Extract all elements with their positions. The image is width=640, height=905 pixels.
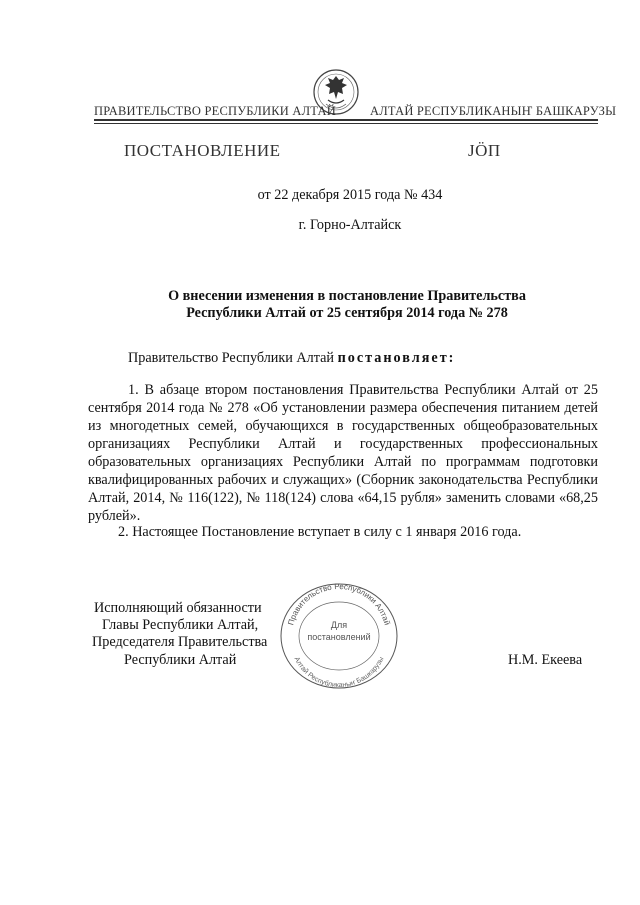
signatory-title-line4: Республики Алтай [124, 652, 237, 668]
header-divider [94, 119, 598, 121]
stamp-ring-text-bottom: Алтай Республиканыҥ Башкарузы [292, 655, 386, 690]
stamp-center-line2: постановлений [307, 632, 371, 642]
paragraph-1: 1. В абзаце втором постановления Правительства Республики Алтай от 25 сентября 2014 года № 278 «Об установлении размера обеспечения питанием детей из многодетных семей, обучающихся в государственных общеобразовательных организациях Республики Алтай и государственных профессиональных образовательных организациях Республики Алтай по программам подготовки квалифицированных рабочих и служащих» (Сборник законодательства Республики Алтай, 2014, № 116(122), № 118(124) слова «64,15 рубля» заменить словами «68,25 рублей». [88, 382, 598, 524]
paragraph-2: 2. Настоящее Постановление вступает в силу с 1 января 2016 года. [118, 524, 522, 540]
official-stamp-icon [270, 578, 408, 690]
doc-type-alt: ЈӦП [468, 141, 501, 160]
lead-verb: постановляет: [337, 350, 456, 366]
signatory-title-line1: Исполняющий обязанности [94, 600, 262, 616]
signatory-title-line2: Главы Республики Алтай, [102, 617, 259, 633]
document-title-line1: О внесении изменения в постановление Правительства [168, 288, 526, 304]
signatory-title-line3: Председателя Правительства [92, 634, 268, 650]
document-city: г. Горно-Алтайск [298, 217, 402, 233]
document-title-line2: Республики Алтай от 25 сентября 2014 года № 278 [186, 305, 508, 321]
header-left-text: ПРАВИТЕЛЬСТВО РЕСПУБЛИКИ АЛТАЙ [94, 104, 336, 118]
header-divider-thin [94, 123, 598, 124]
stamp-center-line1: Для [330, 620, 348, 630]
signatory-name: Н.М. Екеева [508, 652, 583, 668]
header-right-text: АЛТАЙ РЕСПУБЛИКАНЫҤ БАШКАРУЗЫ [370, 104, 617, 118]
doc-type-ru: ПОСТАНОВЛЕНИЕ [124, 141, 281, 160]
lead-text: Правительство Республики Алтай [128, 350, 338, 366]
document-date: от 22 декабря 2015 года № 434 [257, 187, 443, 203]
stamp-ring-text: Правительство Республики Алтай [286, 581, 392, 627]
svg-text:Алтай Республиканыҥ Башкарузы [293, 656, 386, 689]
lead-sentence [128, 350, 455, 367]
